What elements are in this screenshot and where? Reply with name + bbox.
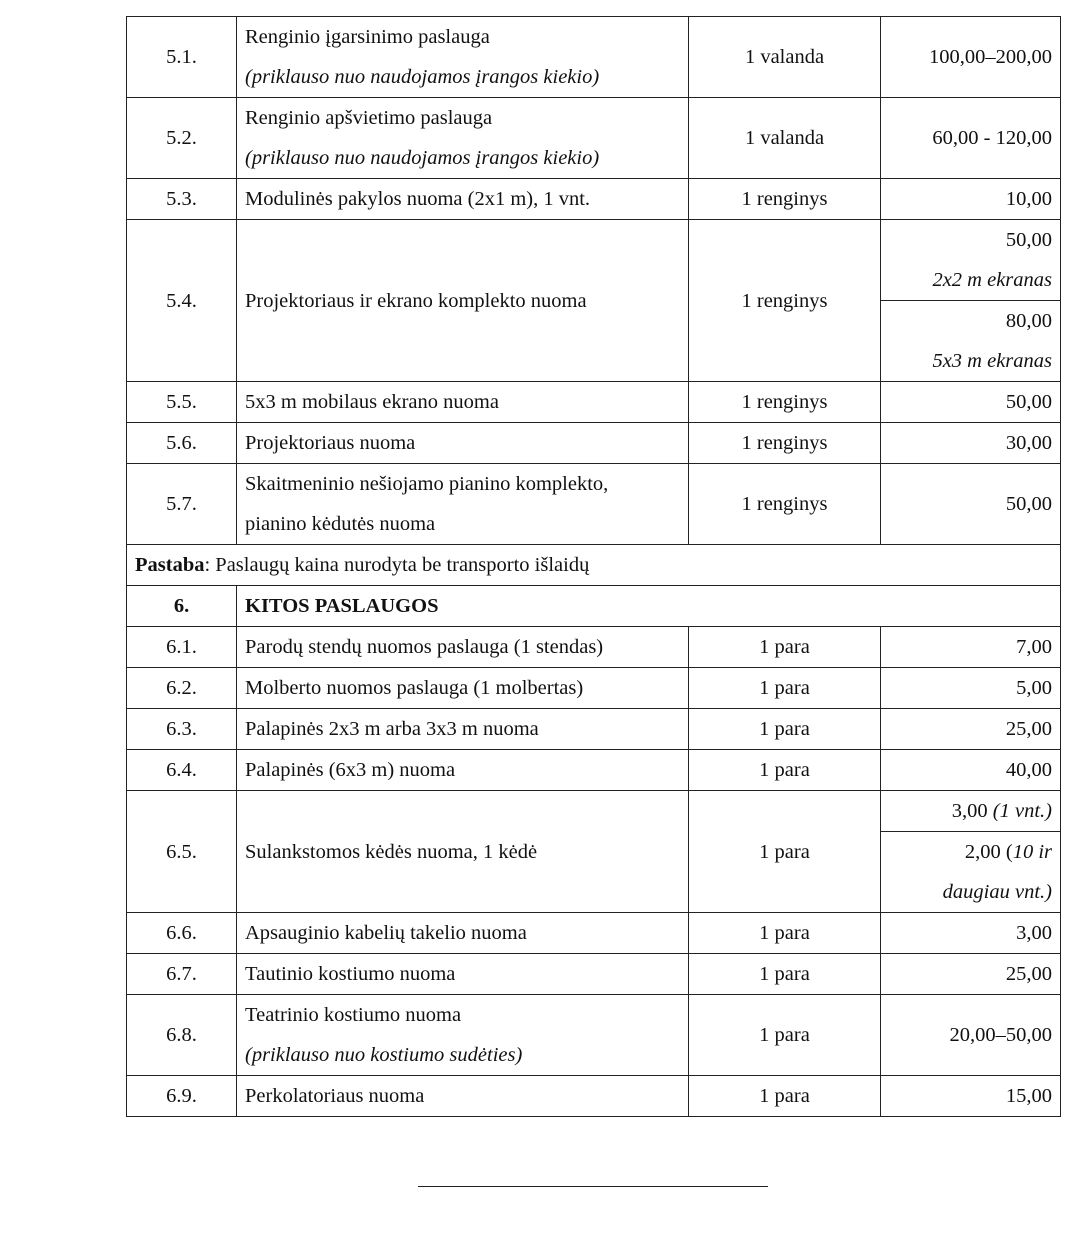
table-row xyxy=(127,995,1061,1076)
price-cell: 3,00 xyxy=(881,913,1061,954)
section-title: KITOS PASLAUGOS xyxy=(237,586,1061,627)
unit-cell: 1 renginys xyxy=(689,382,881,423)
price-value: 3,00 xyxy=(951,800,988,822)
price-value: 50,00 xyxy=(1005,229,1052,251)
table-row xyxy=(127,98,1061,179)
row-number: 5.3. xyxy=(127,179,237,220)
remark-text: : Paslaugų kaina nurodyta be transporto išlaidų xyxy=(204,554,590,576)
price-cell: 20,00–50,00 xyxy=(881,995,1061,1076)
price-cell: 25,00 xyxy=(881,954,1061,995)
service-name: 5x3 m mobilaus ekrano nuoma xyxy=(237,382,689,423)
row-number: 6.6. xyxy=(127,913,237,954)
service-name: Tautinio kostiumo nuoma xyxy=(237,954,689,995)
row-number: 5.6. xyxy=(127,423,237,464)
service-note: (priklauso nuo naudojamos įrangos kiekio) xyxy=(245,147,600,169)
row-number: 5.4. xyxy=(127,220,237,382)
price-cell: 10,00 xyxy=(881,179,1061,220)
section-header-row xyxy=(127,586,1061,627)
table-row xyxy=(127,954,1061,995)
closing-divider-line xyxy=(418,1186,768,1187)
remark-row xyxy=(127,545,1061,586)
service-name-line-1: Skaitmeninio nešiojamo pianino komplekto, xyxy=(245,473,609,495)
service-name: Palapinės (6x3 m) nuoma xyxy=(237,750,689,791)
table-row xyxy=(127,750,1061,791)
service-name: Parodų stendų nuomos paslauga (1 stendas) xyxy=(237,627,689,668)
service-name: Molberto nuomos paslauga (1 molbertas) xyxy=(237,668,689,709)
price-cell xyxy=(881,832,1061,913)
service-name: Renginio apšvietimo paslauga xyxy=(245,107,493,129)
service-name: Projektoriaus ir ekrano komplekto nuoma xyxy=(237,220,689,382)
price-cell xyxy=(881,791,1061,832)
unit-cell: 1 renginys xyxy=(689,464,881,545)
service-description xyxy=(237,98,689,179)
unit-cell: 1 renginys xyxy=(689,423,881,464)
price-cell: 40,00 xyxy=(881,750,1061,791)
price-cell: 7,00 xyxy=(881,627,1061,668)
unit-cell: 1 para xyxy=(689,709,881,750)
row-number: 6.3. xyxy=(127,709,237,750)
service-name-line-2: pianino kėdutės nuoma xyxy=(245,513,436,535)
table-row xyxy=(127,791,1061,832)
service-note: (priklauso nuo kostiumo sudėties) xyxy=(245,1044,523,1066)
service-name: Projektoriaus nuoma xyxy=(237,423,689,464)
table-row xyxy=(127,220,1061,301)
row-number: 5.2. xyxy=(127,98,237,179)
price-note: (1 vnt.) xyxy=(992,800,1052,822)
price-cell xyxy=(881,301,1061,382)
price-note-a: 10 ir xyxy=(1012,841,1052,863)
service-note: (priklauso nuo naudojamos įrangos kiekio) xyxy=(245,66,600,88)
service-name: Apsauginio kabelių takelio nuoma xyxy=(237,913,689,954)
row-number: 6.5. xyxy=(127,791,237,913)
row-number: 5.5. xyxy=(127,382,237,423)
table-row xyxy=(127,464,1061,545)
table-row xyxy=(127,423,1061,464)
table-row xyxy=(127,913,1061,954)
table-row xyxy=(127,382,1061,423)
service-name: Perkolatoriaus nuoma xyxy=(237,1076,689,1117)
unit-cell: 1 valanda xyxy=(689,17,881,98)
price-value: 80,00 xyxy=(1005,310,1052,332)
price-cell: 50,00 xyxy=(881,464,1061,545)
remark-cell xyxy=(127,545,1061,586)
remark-label: Pastaba xyxy=(135,554,205,576)
price-value: 2,00 xyxy=(964,841,1001,863)
row-number: 6.9. xyxy=(127,1076,237,1117)
price-cell: 30,00 xyxy=(881,423,1061,464)
row-number: 6.4. xyxy=(127,750,237,791)
service-description xyxy=(237,464,689,545)
price-cell: 50,00 xyxy=(881,382,1061,423)
row-number: 5.7. xyxy=(127,464,237,545)
price-cell xyxy=(881,220,1061,301)
price-value-line: 2,00 (10 ir xyxy=(964,841,1052,863)
service-description xyxy=(237,17,689,98)
table-row xyxy=(127,17,1061,98)
table-row xyxy=(127,179,1061,220)
unit-cell: 1 renginys xyxy=(689,179,881,220)
service-name: Sulankstomos kėdės nuoma, 1 kėdė xyxy=(237,791,689,913)
price-cell: 15,00 xyxy=(881,1076,1061,1117)
table-row xyxy=(127,668,1061,709)
service-description xyxy=(237,995,689,1076)
price-table xyxy=(126,16,1061,1117)
section-number: 6. xyxy=(127,586,237,627)
service-name: Renginio įgarsinimo paslauga xyxy=(245,26,490,48)
unit-cell: 1 para xyxy=(689,668,881,709)
unit-cell: 1 valanda xyxy=(689,98,881,179)
row-number: 6.1. xyxy=(127,627,237,668)
unit-cell: 1 para xyxy=(689,954,881,995)
price-cell: 25,00 xyxy=(881,709,1061,750)
price-note: 5x3 m ekranas xyxy=(932,350,1052,372)
price-note: 2x2 m ekranas xyxy=(932,269,1052,291)
row-number: 5.1. xyxy=(127,17,237,98)
unit-cell: 1 para xyxy=(689,913,881,954)
service-name: Teatrinio kostiumo nuoma xyxy=(245,1004,462,1026)
price-cell: 5,00 xyxy=(881,668,1061,709)
service-name: Modulinės pakylos nuoma (2x1 m), 1 vnt. xyxy=(237,179,689,220)
price-cell: 60,00 - 120,00 xyxy=(881,98,1061,179)
price-cell: 100,00–200,00 xyxy=(881,17,1061,98)
table-row xyxy=(127,627,1061,668)
table-row xyxy=(127,709,1061,750)
table-row xyxy=(127,1076,1061,1117)
unit-cell: 1 para xyxy=(689,627,881,668)
price-note-b: daugiau vnt.) xyxy=(942,881,1052,903)
unit-cell: 1 para xyxy=(689,995,881,1076)
service-name: Palapinės 2x3 m arba 3x3 m nuoma xyxy=(237,709,689,750)
row-number: 6.8. xyxy=(127,995,237,1076)
unit-cell: 1 renginys xyxy=(689,220,881,382)
row-number: 6.7. xyxy=(127,954,237,995)
unit-cell: 1 para xyxy=(689,750,881,791)
unit-cell: 1 para xyxy=(689,1076,881,1117)
row-number: 6.2. xyxy=(127,668,237,709)
unit-cell: 1 para xyxy=(689,791,881,913)
